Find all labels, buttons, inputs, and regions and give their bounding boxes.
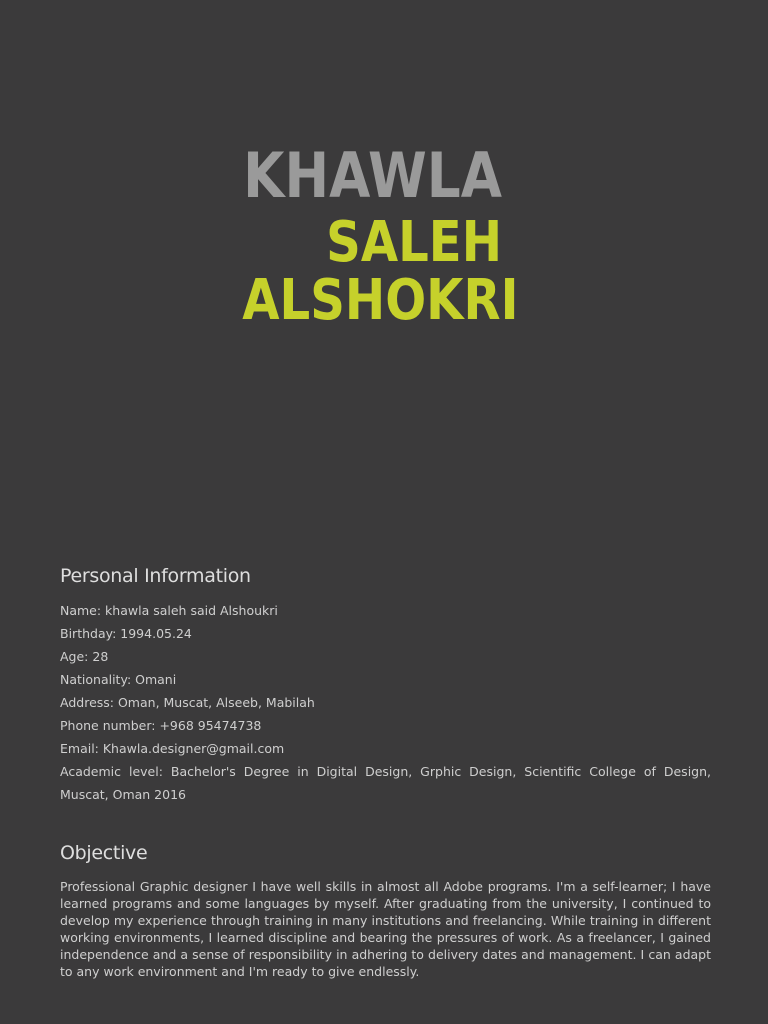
info-address: Address: Oman, Muscat, Alseeb, Mabilah bbox=[60, 695, 315, 710]
objective-section bbox=[60, 842, 711, 980]
personal-info-list bbox=[60, 599, 711, 806]
name-title bbox=[200, 138, 519, 333]
info-birthday: Birthday: 1994.05.24 bbox=[60, 626, 192, 641]
name-last: ALSHOKRI bbox=[242, 268, 519, 333]
personal-information-heading: Personal Information bbox=[60, 565, 251, 587]
info-age: Age: 28 bbox=[60, 649, 109, 664]
info-phone: Phone number: +968 95474738 bbox=[60, 718, 262, 733]
info-academic-level: Academic level: Bachelor's Degree in Digital Design, Grphic Design, Scientific College of Design, Muscat, Oman 2016 bbox=[60, 764, 711, 802]
info-email: Email: Khawla.designer@gmail.com bbox=[60, 741, 285, 756]
name-middle: SALEH bbox=[326, 210, 502, 275]
personal-information-section bbox=[60, 565, 711, 806]
info-name: Name: khawla saleh said Alshoukri bbox=[60, 603, 278, 618]
name-first: KHAWLA bbox=[243, 139, 502, 212]
info-nationality: Nationality: Omani bbox=[60, 672, 177, 687]
objective-text: Professional Graphic designer I have well skills in almost all Adobe programs. I'm a self-learner; I have learned programs and some languages by myself. After graduating from the university, I continued to develop my experience through training in many institutions and freelancing. While training in different working environments, I learned discipline and bearing the pressures of work. As a freelancer, I gained independence and a sense of responsibility in adhering to delivery dates and management. I can adapt to any work environment and I'm ready to give endlessly. bbox=[60, 879, 711, 979]
objective-heading: Objective bbox=[60, 842, 148, 864]
